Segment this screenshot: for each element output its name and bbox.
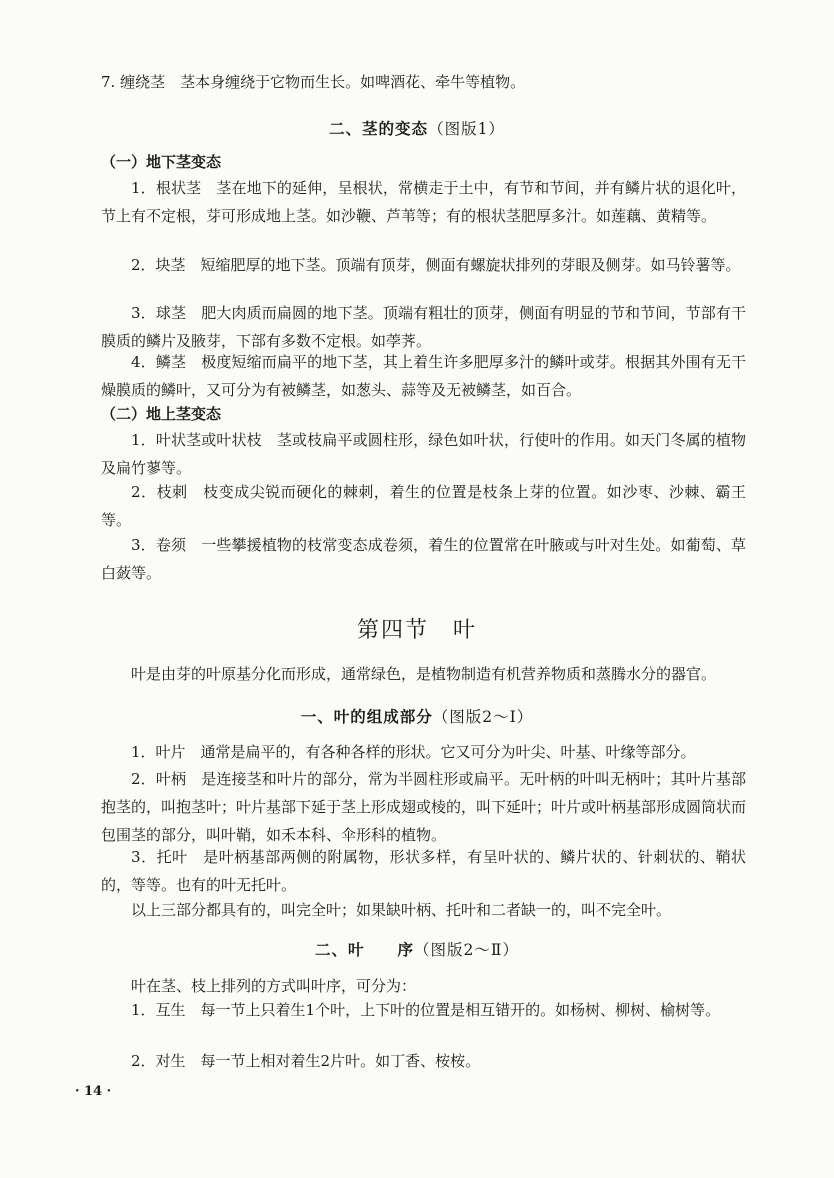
paragraph-blade: 1．叶片 通常是扁平的，有各种各样的形状。它又可分为叶尖、叶基、叶缘等部分。	[131, 743, 696, 761]
heading-text: 二、茎的变态	[329, 119, 429, 138]
paragraph-bulb: 4．鳞茎 极度短缩而扁平的地下茎，其上着生许多肥厚多汁的鳞叶或芽。根据其外围有无干燥膜质的鳞叶，又可分为有被鳞茎，如葱头、蒜等及无被鳞茎，如百合。	[101, 353, 746, 399]
section-title: 第四节 叶	[356, 618, 477, 643]
plate-ref: （图版2～Ⅱ）	[414, 941, 519, 959]
heading-stem-modification	[0, 117, 834, 139]
paragraph-cladode: 1．叶状茎或叶状枝 茎或枝扁平或圆柱形，绿色如叶状，行使叶的作用。如天门冬属的植物及扁竹蓼等。	[101, 431, 746, 477]
paragraph-complete-leaf: 以上三部分都具有的，叫完全叶；如果缺叶柄、托叶和二者缺一的，叫不完全叶。	[131, 901, 672, 919]
plate-ref: （图版1）	[428, 120, 505, 138]
paragraph-corm: 3．球茎 肥大肉质而扁圆的地下茎。顶端有粗壮的顶芽，侧面有明显的节和节间，节部有干膜质的鳞片及腋芽，下部有多数不定根。如荸荠。	[101, 304, 746, 350]
paragraph-petiole: 2．叶柄 是连接茎和叶片的部分，常为半圆柱形或扁平。无叶柄的叶叫无柄叶；其叶片基部抱茎的，叫抱茎叶；叶片基部下延于茎上形成翅或棱的，叫下延叶；叶片或叶柄基部形成圆筒状而包围茎的部分，叫叶鞘，如禾本科、伞形科的植物。	[101, 770, 747, 844]
heading-leaf-parts	[0, 705, 834, 727]
paragraph-alternate: 1．互生 每一节上只着生1个叶，上下叶的位置是相互错开的。如杨树、柳树、榆树等。	[131, 1001, 721, 1019]
paragraph-twining-stem: 7. 缠绕茎 茎本身缠绕于它物而生长。如啤酒花、牵牛等植物。	[101, 73, 526, 91]
paragraph-stipule: 3．托叶 是叶柄基部两侧的附属物，形状多样，有呈叶状的、鳞片状的、针刺状的、鞘状的，等等。也有的叶无托叶。	[101, 848, 746, 894]
heading-phyllotaxy	[0, 938, 834, 960]
heading-text: 二、叶 序	[315, 940, 415, 959]
paragraph-tendril: 3．卷须 一些攀援植物的枝常变态成卷须，着生的位置常在叶腋或与叶对生处。如葡萄、草白蔹等。	[101, 536, 746, 582]
paragraph-opposite: 2．对生 每一节上相对着生2片叶。如丁香、桉桉。	[131, 1052, 481, 1070]
subheading-underground-stem: （一）地下茎变态	[101, 153, 222, 171]
subheading-aerial-stem: （二）地上茎变态	[101, 405, 222, 423]
page-number: · 14 ·	[75, 1084, 112, 1099]
heading-text: 一、叶的组成部分	[300, 707, 433, 726]
paragraph-tuber: 2．块茎 短缩肥厚的地下茎。顶端有顶芽，侧面有螺旋状排列的芽眼及侧芽。如马铃薯等。	[131, 256, 741, 274]
paragraph-leaf-definition: 叶是由芽的叶原基分化而形成，通常绿色，是植物制造有机营养物质和蒸腾水分的器官。	[131, 665, 717, 683]
paragraph-rhizome: 1．根状茎 茎在地下的延伸，呈根状，常横走于土中，有节和节间，并有鳞片状的退化叶，节上有不定根，芽可形成地上茎。如沙鞭、芦苇等；有的根状茎肥厚多汁。如莲藕、黄精等。	[101, 179, 746, 225]
paragraph-thorn: 2．枝刺 枝变成尖锐而硬化的棘刺，着生的位置是枝条上芽的位置。如沙枣、沙棘、霸王等。	[101, 483, 746, 529]
paragraph-phyllotaxy-definition: 叶在茎、枝上排列的方式叫叶序，可分为：	[131, 977, 417, 995]
plate-ref: （图版2～Ⅰ）	[432, 708, 534, 726]
